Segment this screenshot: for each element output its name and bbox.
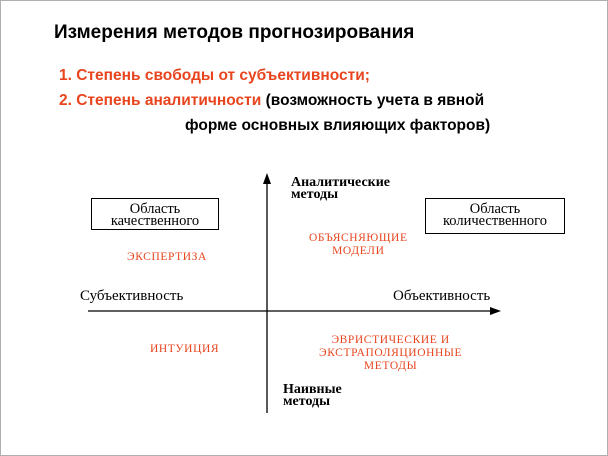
box-left-line-2: качественного	[110, 213, 200, 229]
quad-bottom-right-line-2: ЭКСТРАПОЛЯЦИОННЫЕ	[319, 347, 463, 359]
box-right-line-1: Область	[469, 201, 521, 217]
quantitative-area-box	[425, 198, 565, 234]
box-left-line-1: Область	[129, 201, 181, 217]
box-right-line-2: количественного	[442, 213, 548, 229]
quadrant-expertise: ЭКСПЕРТИЗА	[127, 251, 207, 263]
axis-right-label: Объективность	[393, 288, 491, 304]
axis-left-label: Субъективность	[80, 288, 184, 304]
axis-top-line-1: Аналитические	[291, 175, 391, 190]
axis-bottom-label	[283, 384, 342, 408]
axis-bottom-line-2: методы	[283, 394, 331, 409]
vertical-axis-arrow	[263, 173, 271, 184]
point-2-rest: (возможность учета в явной	[261, 92, 485, 109]
quad-bottom-right-line-3: МЕТОДЫ	[363, 360, 418, 372]
slide-title: Измерения методов прогнозирования	[54, 22, 415, 43]
horizontal-axis-arrow	[490, 307, 501, 315]
quadrant-explanatory-models	[309, 232, 408, 258]
quadrant-heuristic-methods	[319, 334, 462, 373]
quad-top-right-line-1: ОБЪЯСНЯЮЩИЕ	[309, 232, 408, 244]
quad-top-right-line-2: МОДЕЛИ	[332, 245, 385, 257]
qualitative-area-box	[91, 198, 219, 230]
axis-top-label	[291, 177, 390, 201]
quadrant-intuition: ИНТУИЦИЯ	[150, 343, 220, 355]
axis-top-line-2: методы	[291, 187, 339, 202]
point-2-highlight: 2. Степень аналитичности	[59, 92, 262, 109]
point-1: 1. Степень свободы от субъективности;	[59, 67, 370, 84]
point-2-continuation: форме основных влияющих факторов)	[185, 117, 491, 134]
axis-bottom-line-1: Наивные	[283, 382, 342, 397]
quad-bottom-right-line-1: ЭВРИСТИЧЕСКИЕ И	[331, 334, 450, 346]
